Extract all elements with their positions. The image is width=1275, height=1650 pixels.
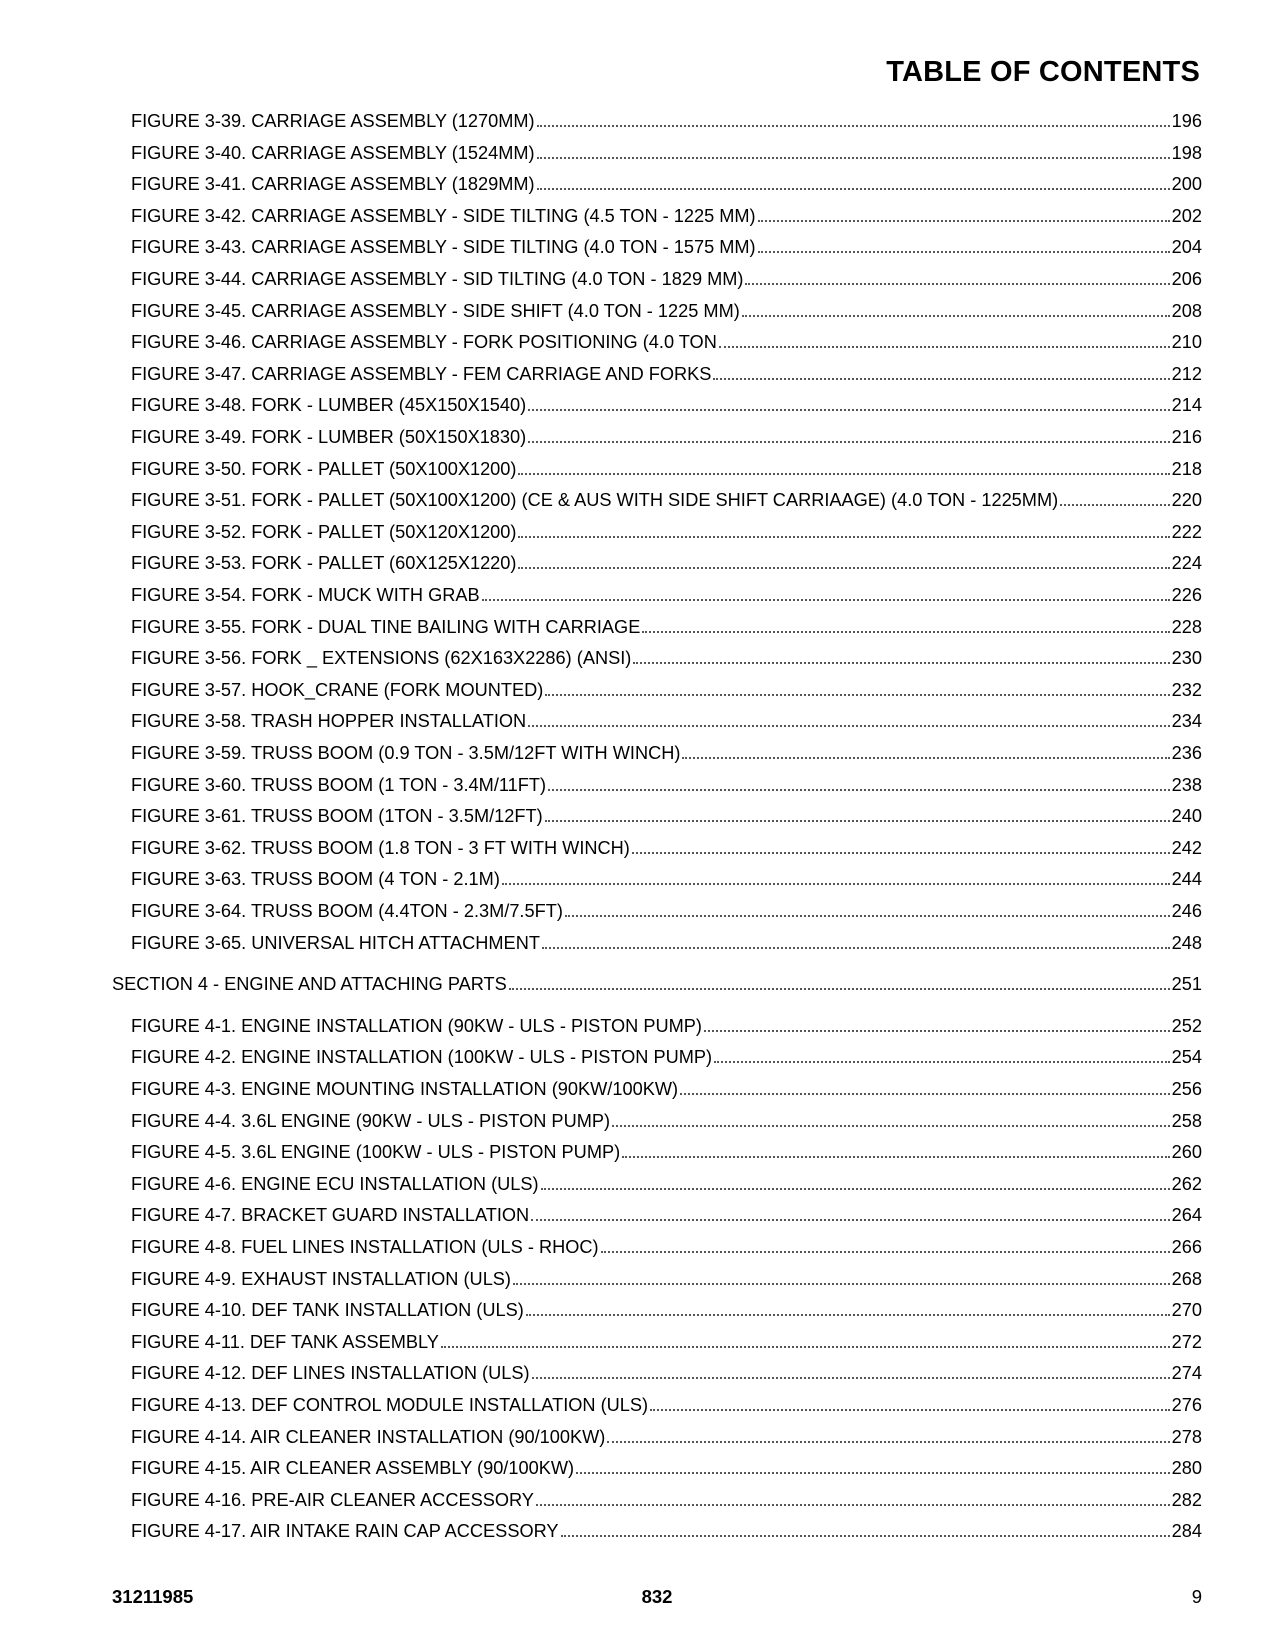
toc-entry-label: FIGURE 4-4. 3.6L ENGINE (90KW - ULS - PISTON PUMP) [131, 1110, 611, 1131]
toc-entry[interactable] [131, 1044, 1202, 1068]
toc-entry[interactable] [131, 266, 1202, 290]
toc-entry-label: FIGURE 4-5. 3.6L ENGINE (100KW - ULS - PISTON PUMP) [131, 1142, 621, 1163]
toc-entry[interactable] [131, 392, 1202, 416]
toc-entry-label: FIGURE 4-15. AIR CLEANER ASSEMBLY (90/100KW) [131, 1458, 575, 1479]
dot-leader [513, 1283, 1170, 1285]
dot-leader [642, 631, 1169, 633]
toc-entry[interactable] [131, 298, 1202, 322]
toc-entry-page: 264 [1171, 1205, 1202, 1226]
toc-entry-label: FIGURE 3-53. FORK - PALLET (60X125X1220) [131, 553, 517, 574]
toc-entry-label: FIGURE 3-40. CARRIAGE ASSEMBLY (1524MM) [131, 142, 535, 163]
dot-leader [633, 662, 1169, 664]
toc-entry-page: 238 [1171, 774, 1202, 795]
dot-leader [441, 1346, 1170, 1348]
toc-entry[interactable] [131, 1392, 1202, 1416]
toc-entry-page: 204 [1171, 237, 1202, 258]
toc-entry-page: 254 [1171, 1047, 1202, 1068]
toc-entry[interactable] [131, 1455, 1202, 1479]
toc-entry-label: FIGURE 3-52. FORK - PALLET (50X120X1200) [131, 521, 517, 542]
toc-entry-label: FIGURE 3-63. TRUSS BOOM (4 TON - 2.1M) [131, 869, 500, 890]
toc-entry-label: FIGURE 3-44. CARRIAGE ASSEMBLY - SID TILTING (4.0 TON - 1829 MM) [131, 269, 744, 289]
document-number: 31211985 [112, 1586, 194, 1607]
toc-entry-page: 272 [1171, 1331, 1202, 1352]
toc-section-entry[interactable] [112, 971, 1202, 995]
toc-entry-label: FIGURE 3-45. CARRIAGE ASSEMBLY - SIDE SHIFT (4.0 TON - 1225 MM) [131, 300, 740, 321]
toc-entry[interactable] [131, 171, 1202, 195]
toc-entry-page: 228 [1171, 616, 1202, 637]
dot-leader [758, 251, 1170, 253]
toc-entry-label: FIGURE 3-64. TRUSS BOOM (4.4TON - 2.3M/7.5FT) [131, 901, 563, 921]
dot-leader [622, 1156, 1169, 1158]
toc-entry-label: FIGURE 4-3. ENGINE MOUNTING INSTALLATION (90KW/100KW) [131, 1079, 679, 1099]
toc-entry[interactable] [131, 930, 1202, 954]
toc-entry-label: FIGURE 3-48. FORK - LUMBER (45X150X1540) [131, 395, 527, 416]
dot-leader [714, 1061, 1170, 1063]
dot-leader [612, 1125, 1170, 1127]
toc-entry[interactable] [131, 866, 1202, 890]
toc-entry-page: 224 [1171, 553, 1202, 574]
toc-entry-page: 260 [1171, 1142, 1202, 1163]
toc-entry-page: 282 [1171, 1489, 1202, 1510]
toc-entry[interactable] [131, 1297, 1202, 1321]
toc-entry[interactable] [131, 234, 1202, 258]
toc-entry[interactable] [131, 1013, 1202, 1037]
dot-leader [565, 915, 1170, 917]
toc-entry-page: 226 [1171, 585, 1202, 605]
toc-entry-page: 278 [1171, 1426, 1202, 1447]
toc-entry-page: 276 [1171, 1395, 1202, 1415]
toc-entry[interactable] [131, 582, 1202, 606]
toc-entry-page: 206 [1171, 269, 1202, 289]
dot-leader [518, 567, 1169, 569]
toc-entry-page: 262 [1171, 1173, 1202, 1194]
dot-leader [719, 346, 1170, 348]
dot-leader [536, 1504, 1170, 1506]
toc-entry-page: 202 [1171, 205, 1202, 226]
toc-entry-label: FIGURE 4-2. ENGINE INSTALLATION (100KW - ULS - PISTON PUMP) [131, 1047, 713, 1068]
toc-entry[interactable] [131, 1329, 1202, 1353]
toc-entry-label: FIGURE 3-41. CARRIAGE ASSEMBLY (1829MM) [131, 174, 535, 195]
toc-entry[interactable] [131, 1266, 1202, 1290]
toc-entry-page: 234 [1171, 711, 1202, 732]
toc-entry[interactable] [131, 487, 1202, 511]
dot-leader [532, 1377, 1170, 1379]
toc-entry-label: FIGURE 4-6. ENGINE ECU INSTALLATION (ULS) [131, 1173, 539, 1194]
toc-entry-page: 244 [1171, 869, 1202, 890]
toc-entry[interactable] [131, 140, 1202, 164]
dot-leader [576, 1472, 1170, 1474]
toc-entry-page: 208 [1171, 300, 1202, 321]
toc-entry-label: FIGURE 4-13. DEF CONTROL MODULE INSTALLATION (ULS) [131, 1395, 649, 1415]
dot-leader [537, 188, 1170, 190]
toc-entry[interactable] [131, 677, 1202, 701]
toc-entry-page: 198 [1171, 142, 1202, 163]
toc-entry[interactable] [131, 898, 1202, 922]
toc-entry[interactable] [131, 1171, 1202, 1195]
toc-entry-label: FIGURE 3-55. FORK - DUAL TINE BAILING WITH CARRIAGE [131, 616, 641, 637]
toc-entry[interactable] [131, 772, 1202, 796]
toc-entry-label: FIGURE 3-56. FORK _ EXTENSIONS (62X163X2286) (ANSI) [131, 648, 632, 669]
dot-leader [607, 1441, 1169, 1443]
toc-entry-label: FIGURE 4-11. DEF TANK ASSEMBLY [131, 1331, 439, 1352]
toc-entry-page: 280 [1171, 1458, 1202, 1479]
toc-entry-page: 284 [1171, 1521, 1202, 1542]
toc-entry-label: FIGURE 3-58. TRASH HOPPER INSTALLATION [131, 711, 527, 732]
dot-leader [531, 1219, 1169, 1221]
toc-entry[interactable] [131, 645, 1202, 669]
toc-entry[interactable] [131, 329, 1202, 353]
toc-entry-label: FIGURE 3-65. UNIVERSAL HITCH ATTACHMENT [131, 932, 540, 953]
dot-leader [542, 947, 1170, 949]
dot-leader [680, 1093, 1170, 1095]
toc-entry[interactable] [131, 424, 1202, 448]
dot-leader [742, 315, 1170, 317]
toc-entry[interactable] [131, 519, 1202, 543]
toc-entry-label: FIGURE 3-50. FORK - PALLET (50X100X1200) [131, 458, 517, 479]
toc-entry[interactable] [131, 456, 1202, 480]
toc-entry-label: FIGURE 4-1. ENGINE INSTALLATION (90KW - ULS - PISTON PUMP) [131, 1015, 702, 1036]
dot-leader [682, 757, 1169, 759]
toc-entry[interactable] [131, 1234, 1202, 1258]
toc-entry-page: 212 [1171, 363, 1202, 384]
toc-entry-label: FIGURE 3-39. CARRIAGE ASSEMBLY (1270MM) [131, 111, 535, 131]
dot-leader [502, 883, 1170, 885]
toc-entry[interactable] [131, 740, 1202, 764]
toc-entry-label: FIGURE 3-61. TRUSS BOOM (1TON - 3.5M/12FT) [131, 806, 543, 827]
toc-entry-page: 232 [1171, 679, 1202, 700]
toc-entry-label: FIGURE 3-42. CARRIAGE ASSEMBLY - SIDE TILTING (4.5 TON - 1225 MM) [131, 205, 756, 226]
toc-entry[interactable] [131, 1139, 1202, 1163]
dot-leader [561, 1535, 1170, 1537]
dot-leader [537, 157, 1170, 159]
toc-entry-page: 242 [1171, 837, 1202, 858]
toc-entry-page: 222 [1171, 521, 1202, 542]
toc-entry[interactable] [131, 835, 1202, 859]
toc-entry-page: 240 [1171, 806, 1202, 827]
toc-entry-label: FIGURE 3-46. CARRIAGE ASSEMBLY - FORK POSITIONING (4.0 TON [131, 332, 717, 353]
dot-leader [545, 694, 1169, 696]
toc-entry-page: 216 [1171, 427, 1202, 447]
toc-entry-label: FIGURE 4-16. PRE-AIR CLEANER ACCESSORY [131, 1489, 534, 1510]
dot-leader [528, 409, 1169, 411]
toc-entry-label: FIGURE 4-10. DEF TANK INSTALLATION (ULS) [131, 1300, 524, 1321]
toc-entry[interactable] [131, 108, 1202, 132]
toc-entry-page: 200 [1171, 174, 1202, 195]
dot-leader [509, 988, 1170, 990]
dot-leader [545, 820, 1170, 822]
toc-entry-label: FIGURE 3-62. TRUSS BOOM (1.8 TON - 3 FT WITH WINCH) [131, 837, 630, 858]
toc-entry[interactable] [131, 1108, 1202, 1132]
toc-entry[interactable] [131, 708, 1202, 732]
toc-entry-label: FIGURE 3-51. FORK - PALLET (50X100X1200) (CE & AUS WITH SIDE SHIFT CARRIAAGE) (4.0 TON - 1225MM) [131, 490, 1059, 511]
dot-leader [537, 125, 1170, 127]
dot-leader [650, 1409, 1170, 1411]
dot-leader [1060, 504, 1169, 506]
dot-leader [518, 473, 1169, 475]
toc-entry-page: 196 [1171, 111, 1202, 131]
toc-entry-page: 248 [1171, 932, 1202, 953]
toc-entry[interactable] [131, 1076, 1202, 1100]
page-footer [112, 1586, 1202, 1610]
page-title: TABLE OF CONTENTS [886, 56, 1200, 88]
toc-entry-page: 270 [1171, 1300, 1202, 1321]
toc-entry-label: FIGURE 4-17. AIR INTAKE RAIN CAP ACCESSORY [131, 1521, 559, 1542]
dot-leader [528, 725, 1169, 727]
toc-entry[interactable] [131, 1424, 1202, 1448]
toc-entry-page: 218 [1171, 458, 1202, 479]
toc-entry-page: 236 [1171, 743, 1202, 763]
toc-entry-label: FIGURE 3-49. FORK - LUMBER (50X150X1830) [131, 427, 527, 447]
toc-entry[interactable] [131, 361, 1202, 385]
dot-leader [601, 1251, 1170, 1253]
dot-leader [713, 378, 1169, 380]
toc-entry-label: FIGURE 4-9. EXHAUST INSTALLATION (ULS) [131, 1268, 511, 1289]
toc-entry[interactable] [131, 1360, 1202, 1384]
dot-leader [518, 536, 1169, 538]
toc-entry-page: 258 [1171, 1110, 1202, 1131]
toc-entry-label: SECTION 4 - ENGINE AND ATTACHING PARTS [112, 974, 507, 995]
toc-entry[interactable] [131, 1518, 1202, 1542]
toc-entry-page: 230 [1171, 648, 1202, 669]
dot-leader [526, 1314, 1170, 1316]
toc-entry-page: 256 [1171, 1079, 1202, 1099]
toc-entry-page: 210 [1171, 332, 1202, 353]
toc-entry-label: FIGURE 3-59. TRUSS BOOM (0.9 TON - 3.5M/12FT WITH WINCH) [131, 743, 681, 763]
toc-entry-page: 274 [1171, 1363, 1202, 1384]
toc-entry-label: FIGURE 4-14. AIR CLEANER INSTALLATION (90/100KW) [131, 1426, 606, 1447]
dot-leader [704, 1030, 1170, 1032]
toc-entry[interactable] [131, 1202, 1202, 1226]
dot-leader [528, 441, 1169, 443]
dot-leader [758, 220, 1170, 222]
toc-entry-label: FIGURE 3-54. FORK - MUCK WITH GRAB [131, 585, 480, 605]
toc-entry-label: FIGURE 3-57. HOOK_CRANE (FORK MOUNTED) [131, 679, 544, 700]
toc-entry-page: 268 [1171, 1268, 1202, 1289]
dot-leader [745, 283, 1169, 285]
toc-entry-page: 266 [1171, 1237, 1202, 1257]
dot-leader [541, 1188, 1170, 1190]
toc-entry-label: FIGURE 3-43. CARRIAGE ASSEMBLY - SIDE TILTING (4.0 TON - 1575 MM) [131, 237, 756, 258]
toc-entry-page: 251 [1171, 974, 1202, 995]
model-number: 832 [641, 1586, 673, 1607]
toc-entry-label: FIGURE 4-8. FUEL LINES INSTALLATION (ULS - RHOC) [131, 1237, 599, 1257]
toc-entry-label: FIGURE 3-60. TRUSS BOOM (1 TON - 3.4M/11FT) [131, 774, 547, 795]
toc-entry[interactable] [131, 550, 1202, 574]
dot-leader [548, 789, 1170, 791]
toc-entry-label: FIGURE 3-47. CARRIAGE ASSEMBLY - FEM CARRIAGE AND FORKS [131, 363, 712, 384]
toc-entry-label: FIGURE 4-12. DEF LINES INSTALLATION (ULS) [131, 1363, 530, 1384]
toc-entry-page: 252 [1171, 1015, 1202, 1036]
toc-entry[interactable] [131, 803, 1202, 827]
dot-leader [632, 852, 1170, 854]
dot-leader [482, 599, 1170, 601]
toc-entry[interactable] [131, 203, 1202, 227]
toc-entry-page: 214 [1171, 395, 1202, 416]
toc-entry-page: 220 [1171, 490, 1202, 511]
page-number: 9 [1191, 1586, 1202, 1607]
toc-entry-label: FIGURE 4-7. BRACKET GUARD INSTALLATION [131, 1205, 530, 1226]
toc-entry[interactable] [131, 614, 1202, 638]
toc-entry-page: 246 [1171, 901, 1202, 921]
toc-entry[interactable] [131, 1487, 1202, 1511]
